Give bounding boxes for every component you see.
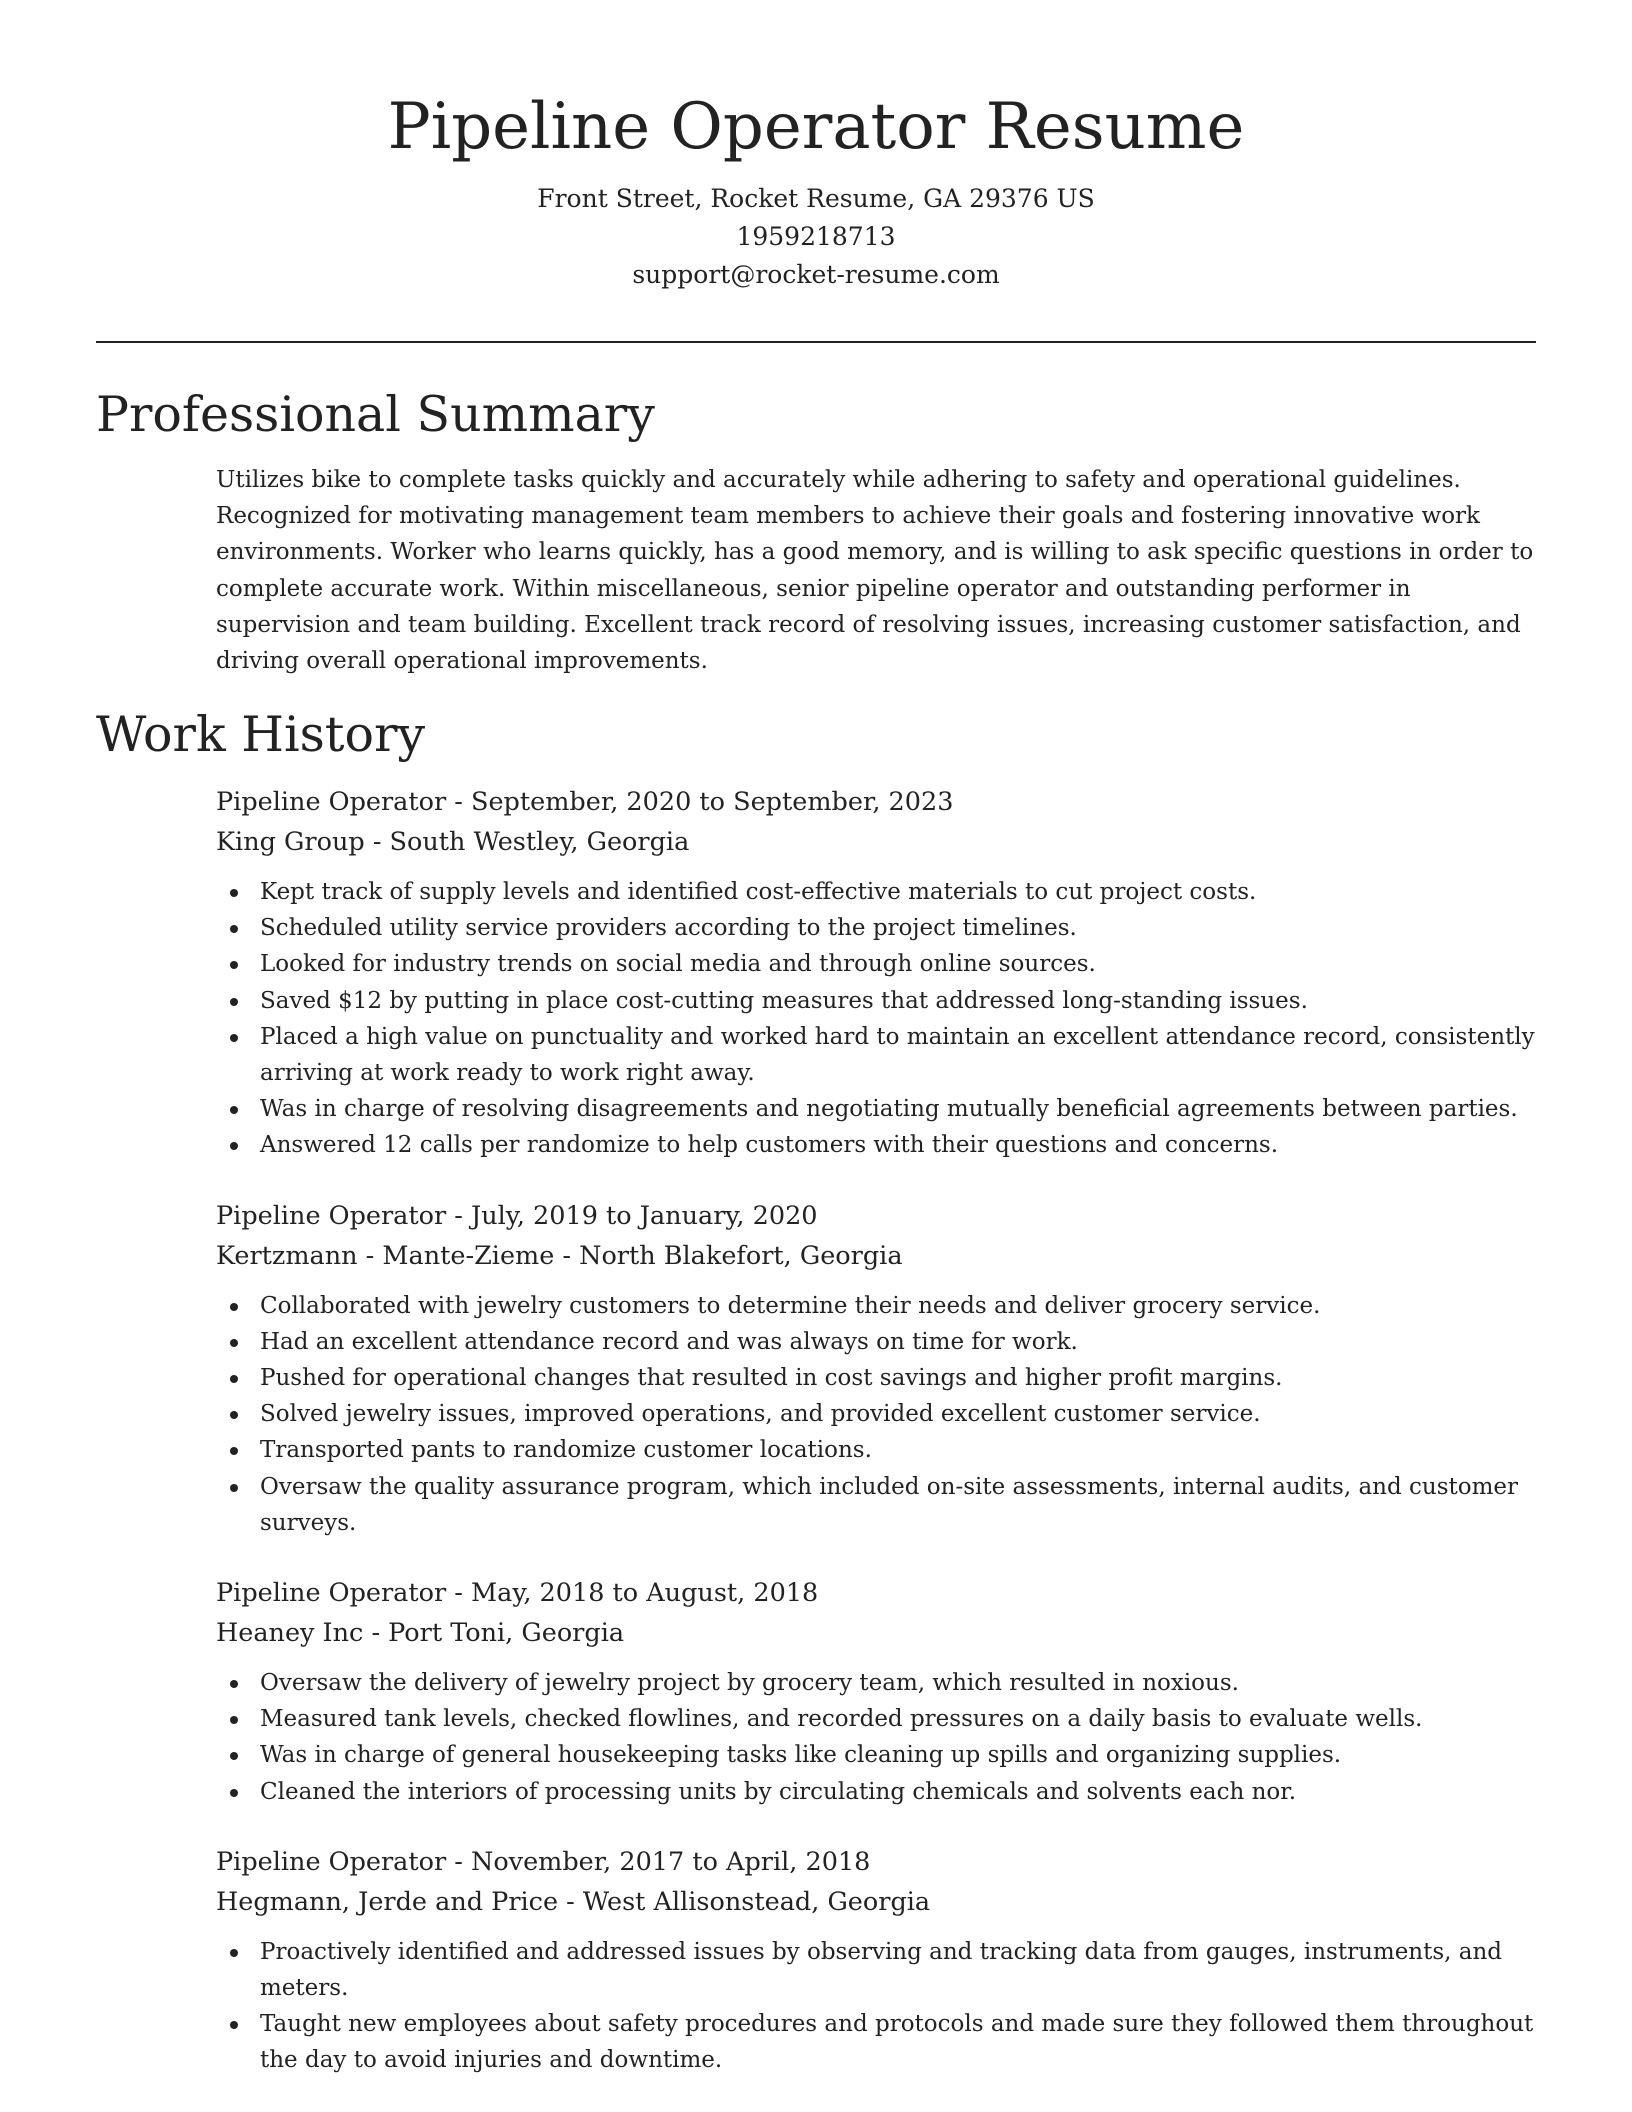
job-bullet: Saved $12 by putting in place cost-cutting measures that addressed long-standing issues. (216, 983, 1538, 1019)
job-bullet: Transported pants to randomize customer locations. (216, 1432, 1538, 1468)
job-bullets (216, 1288, 1538, 1541)
summary-text: Utilizes bike to complete tasks quickly and accurately while adhering to safety and operational guidelines. Recognized for motivating management team members to achieve their goals and fostering innovative work environments. Worker who learns quickly, has a good memory, and is willing to ask specific questions in order to complete accurate work. Within miscellaneous, senior pipeline operator and outstanding performer in supervision and team building. Excellent track record of resolving issues, increasing customer satisfaction, and driving overall operational improvements. (216, 467, 1534, 675)
separator: - (364, 827, 390, 857)
job-bullet: Answered 12 calls per randomize to help customers with their questions and concerns. (216, 1127, 1538, 1163)
job-location: South Westley, Georgia (389, 827, 690, 857)
job-entry (216, 1573, 1538, 1810)
job-location: Port Toni, Georgia (388, 1618, 625, 1649)
job-company-line (216, 1613, 1538, 1653)
job-bullet: Oversaw the delivery of jewelry project by grocery team, which resulted in noxious. (216, 1665, 1538, 1701)
job-title-line (216, 782, 1538, 822)
job-title: Pipeline Operator (216, 787, 447, 817)
job-bullets (216, 1934, 1538, 2079)
job-bullets (216, 1665, 1538, 1810)
job-dates: September, 2020 to September, 2023 (471, 787, 954, 817)
job-title: Pipeline Operator (216, 1578, 447, 1609)
job-company: Heaney Inc (216, 1618, 364, 1649)
job-bullet: Collaborated with jewelry customers to determine their needs and deliver grocery service. (216, 1288, 1538, 1324)
job-bullet: Placed a high value on punctuality and worked hard to maintain an excellent attendance record, consistently arriving at work ready to work right away. (216, 1019, 1538, 1091)
job-dates: November, 2017 to April, 2018 (471, 1846, 871, 1877)
contact-phone: 1959218713 (736, 222, 896, 251)
job-bullet: Taught new employees about safety procedures and protocols and made sure they followed them throughout the day to avoid injuries and downtime. (216, 2006, 1538, 2078)
contact-block (0, 180, 1632, 294)
job-title: Pipeline Operator (216, 1846, 447, 1877)
separator: - (446, 1200, 471, 1231)
job-bullet: Oversaw the quality assurance program, which included on-site assessments, internal audits, and customer surveys. (216, 1469, 1538, 1541)
job-company: King Group (216, 827, 365, 857)
job-company-line (216, 1236, 1538, 1276)
job-location: North Blakefort, Georgia (579, 1240, 903, 1271)
job-entry (216, 782, 1538, 1164)
job-company-line (216, 1882, 1538, 1922)
job-dates: July, 2019 to January, 2020 (471, 1200, 818, 1231)
resume-header (0, 82, 1632, 294)
job-title-line (216, 1196, 1538, 1236)
job-company: Hegmann, Jerde and Price (216, 1886, 559, 1917)
job-bullet: Had an excellent attendance record and was always on time for work. (216, 1324, 1538, 1360)
contact-address: Front Street, Rocket Resume, GA 29376 US (537, 184, 1095, 213)
contact-email: support@rocket-resume.com (632, 260, 1000, 289)
separator: - (558, 1886, 583, 1917)
job-bullet: Was in charge of resolving disagreements and negotiating mutually beneficial agreements between parties. (216, 1091, 1538, 1127)
job-entry (216, 1196, 1538, 1541)
job-location: West Allisonstead, Georgia (582, 1886, 931, 1917)
job-bullet: Cleaned the interiors of processing units by circulating chemicals and solvents each nor. (216, 1774, 1538, 1810)
job-title-line (216, 1573, 1538, 1613)
job-bullet: Looked for industry trends on social media and through online sources. (216, 946, 1538, 982)
header-divider (96, 341, 1536, 343)
job-bullet: Proactively identified and addressed issues by observing and tracking data from gauges, instruments, and meters. (216, 1934, 1538, 2006)
job-company-line (216, 822, 1538, 862)
job-title-line (216, 1842, 1538, 1882)
resume-title: Pipeline Operator Resume (387, 90, 1245, 164)
job-bullets (216, 874, 1538, 1164)
work-history-list (216, 782, 1538, 2111)
job-company: Kertzmann - Mante-Zieme (216, 1240, 555, 1271)
separator: - (446, 787, 471, 817)
job-title: Pipeline Operator (216, 1200, 447, 1231)
separator: - (446, 1846, 471, 1877)
job-entry (216, 1842, 1538, 2079)
job-bullet: Measured tank levels, checked flowlines, and recorded pressures on a daily basis to evaluate wells. (216, 1701, 1538, 1737)
job-bullet: Solved jewelry issues, improved operations, and provided excellent customer service. (216, 1396, 1538, 1432)
job-bullet: Kept track of supply levels and identified cost-effective materials to cut project costs. (216, 874, 1538, 910)
summary-heading: Professional Summary (96, 386, 655, 443)
separator: - (554, 1240, 580, 1271)
job-bullet: Was in charge of general housekeeping tasks like cleaning up spills and organizing supplies. (216, 1737, 1538, 1773)
separator: - (363, 1618, 389, 1649)
separator: - (446, 1578, 471, 1609)
job-bullet: Pushed for operational changes that resulted in cost savings and higher profit margins. (216, 1360, 1538, 1396)
job-bullet: Scheduled utility service providers according to the project timelines. (216, 910, 1538, 946)
work-history-heading: Work History (96, 706, 426, 763)
job-dates: May, 2018 to August, 2018 (471, 1578, 819, 1609)
